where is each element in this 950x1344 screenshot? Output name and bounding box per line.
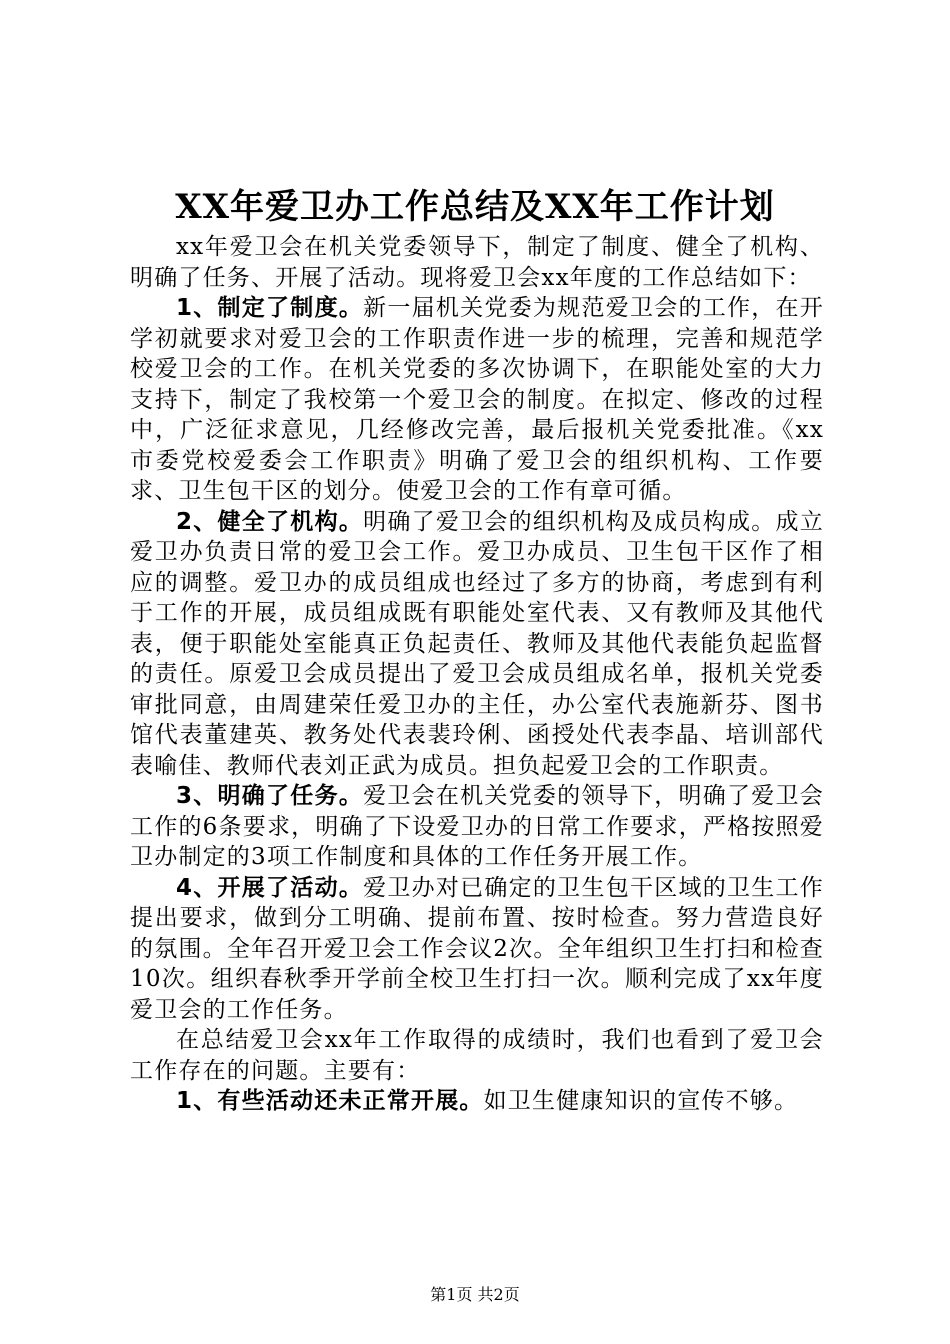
section-heading: 1、制定了制度。 <box>176 295 364 321</box>
section-paragraph <box>130 873 824 1026</box>
problem-text: 如卫生健康知识的宣传不够。 <box>483 1088 799 1114</box>
section-text: 明确了爱卫会的组织机构及成员构成。成立爱卫办负责日常的爱卫会工作。爱卫办成员、卫生包干区作了相应的调整。爱卫办的成员组成也经过了多方的协商，考虑到有利于工作的开展，成员组成既有职能处室代表、又有教师及其他代表，便于职能处室能真正负起责任、教师及其他代表能负起监督的责任。原爱卫会成员提出了爱卫会成员组成名单，报机关党委审批同意，由周建荣任爱卫办的主任，办公室代表施新芬、图书馆代表董建英、教务处代表裴玲俐、函授处代表李晶、培训部代表喻佳、教师代表刘正武为成员。担负起爱卫会的工作职责。 <box>130 508 824 779</box>
section-paragraph <box>130 293 824 507</box>
section-heading: 3、明确了任务。 <box>176 783 364 809</box>
section-heading: 2、健全了机构。 <box>176 508 364 535</box>
section-paragraph <box>130 507 824 782</box>
problems-intro-paragraph: 在总结爱卫会xx年工作取得的成绩时，我们也看到了爱卫会工作存在的问题。主要有： <box>130 1027 824 1084</box>
section-text: 新一届机关党委为规范爱卫会的工作，在开学初就要求对爱卫会的工作职责作进一步的梳理，完善和规范学校爱卫会的工作。在机关党委的多次协调下，在职能处室的大力支持下，制定了我校第一个爱卫会的制度。在拟定、修改的过程中，广泛征求意见，几经修改完善，最后报机关党委批准。《xx市委党校爱委会工作职责》明确了爱卫会的组织机构、工作要求、卫生包干区的划分。使爱卫会的工作有章可循。 <box>130 295 824 504</box>
problem-heading: 1、有些活动还未正常开展。 <box>176 1088 484 1114</box>
section-paragraph <box>130 781 824 873</box>
section-heading: 4、开展了活动。 <box>176 874 364 901</box>
intro-paragraph: xx年爱卫会在机关党委领导下，制定了制度、健全了机构、明确了任务、开展了活动。现将爱卫会xx年度的工作总结如下： <box>130 234 824 291</box>
document-title: XX年爱卫办工作总结及XX年工作计划 <box>175 187 775 227</box>
document-body <box>130 232 824 1117</box>
page-footer: 第1页 共2页 <box>430 1285 520 1304</box>
section-text: 爱卫办对已确定的卫生包干区域的卫生工作提出要求，做到分工明确、提前布置、按时检查。努力营造良好的氛围。全年召开爱卫会工作会议2次。全年组织卫生打扫和检查10次。组织春秋季开学前全校卫生打扫一次。顺利完成了xx年度爱卫会的工作任务。 <box>130 874 824 1023</box>
section-text: 爱卫会在机关党委的领导下，明确了爱卫会工作的6条要求，明确了下设爱卫办的日常工作要求，严格按照爱卫办制定的3项工作制度和具体的工作任务开展工作。 <box>130 783 824 870</box>
problem-paragraph <box>130 1086 824 1117</box>
